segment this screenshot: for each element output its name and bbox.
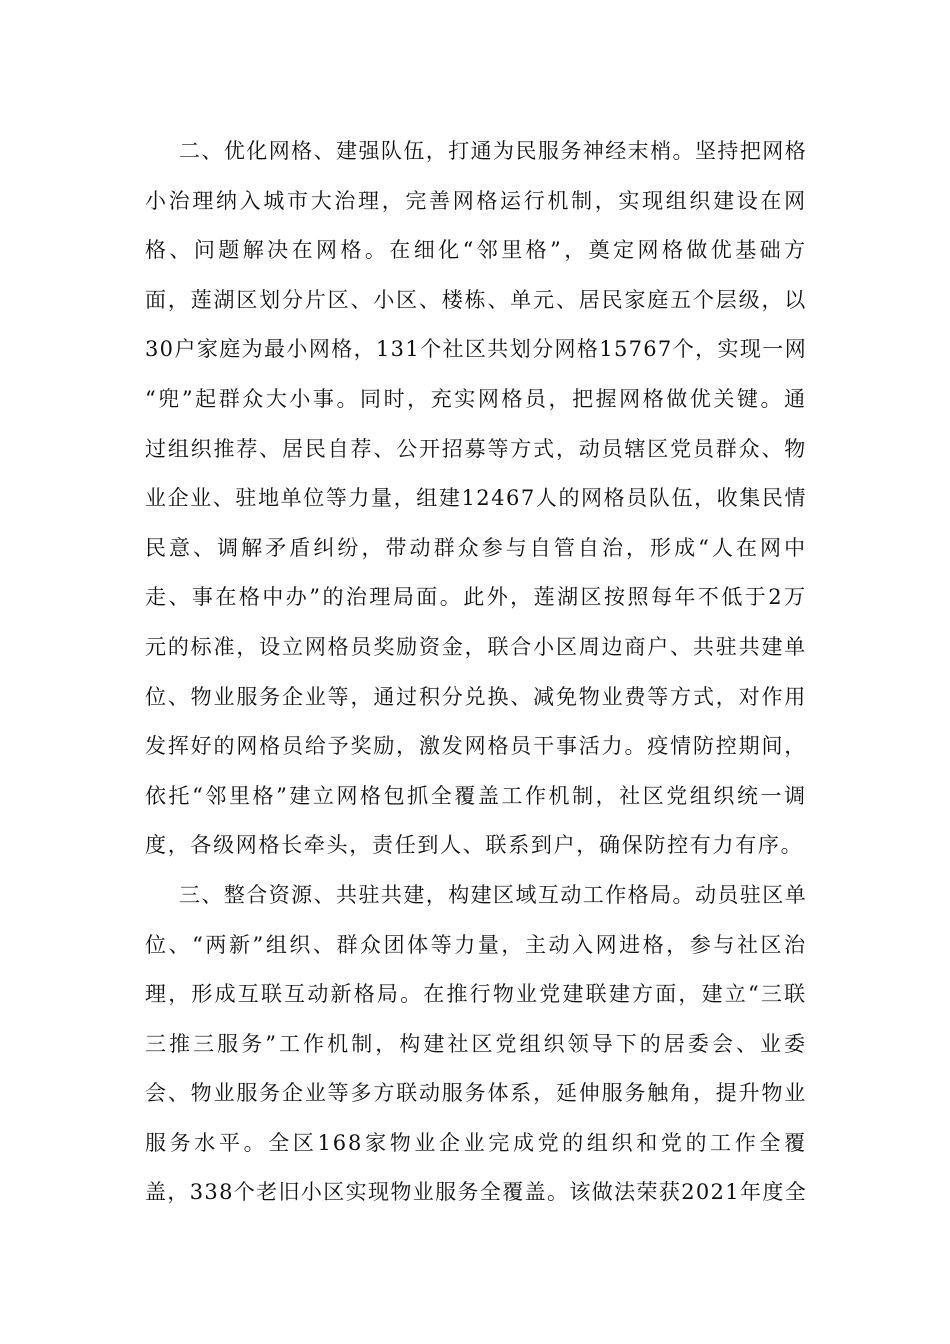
text-line: 民意、调解矛盾纠纷，带动群众参与自管自治，形成“人在网中	[145, 535, 807, 560]
text-line: 元的标准，设立网格员奖励资金，联合小区周边商户、共驻共建单	[145, 634, 807, 659]
text-line: 度，各级网格长牵头，责任到人、联系到户，确保防控有力有序。	[145, 833, 804, 858]
text-line: 面，莲湖区划分片区、小区、楼栋、单元、居民家庭五个层级，以	[145, 287, 807, 312]
paragraph-grid-governance	[145, 127, 807, 871]
text-line: 30户家庭为最小网格，131个社区共划分网格15767个，实现一网	[145, 337, 807, 362]
text-line: 位、“两新”组织、群众团体等力量，主动入网进格，参与社区治	[145, 932, 807, 957]
paragraph-resource-integration	[145, 871, 807, 1218]
text-line: “兜”起群众大小事。同时，充实网格员，把握网格做优关键。通	[145, 386, 807, 411]
text-line: 二、优化网格、建强队伍，打通为民服务神经末梢。坚持把网格	[179, 139, 807, 163]
text-line: 理，形成互联互动新格局。在推行物业党建联建方面，建立“三联	[145, 982, 807, 1007]
text-line: 三、整合资源、共驻共建，构建区域互动工作格局。动员驻区单	[179, 882, 807, 907]
text-line: 走、事在格中办”的治理局面。此外，莲湖区按照每年不低于2万	[145, 585, 807, 610]
text-line: 盖，338个老旧小区实现物业服务全覆盖。该做法荣获2021年度全	[145, 1180, 807, 1205]
body-text	[145, 127, 807, 1218]
text-line: 位、物业服务企业等，通过积分兑换、减免物业费等方式，对作用	[145, 684, 807, 709]
text-line: 业企业、驻地单位等力量，组建12467人的网格员队伍，收集民情	[145, 486, 807, 511]
text-line: 服务水平。全区168家物业企业完成党的组织和党的工作全覆	[145, 1130, 807, 1155]
text-line: 格、问题解决在网格。在细化“邻里格”，奠定网格做优基础方	[145, 238, 807, 263]
text-line: 小治理纳入城市大治理，完善网格运行机制，实现组织建设在网	[145, 188, 807, 213]
text-line: 过组织推荐、居民自荐、公开招募等方式，动员辖区党员群众、物	[145, 436, 807, 461]
text-line: 三推三服务”工作机制，构建社区党组织领导下的居委会、业委	[145, 1031, 807, 1056]
text-line: 依托“邻里格”建立网格包抓全覆盖工作机制，社区党组织统一调	[145, 783, 807, 808]
text-line: 会、物业服务企业等多方联动服务体系，延伸服务触角，提升物业	[145, 1081, 807, 1106]
text-line: 发挥好的网格员给予奖励，激发网格员干事活力。疫情防控期间，	[145, 734, 807, 759]
